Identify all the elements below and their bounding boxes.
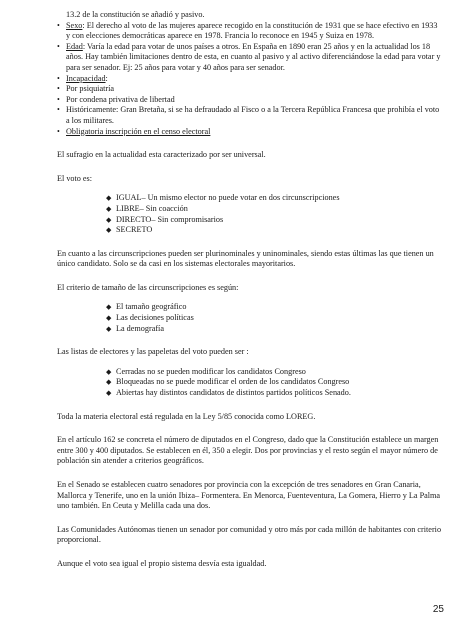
page-content [57,10,442,570]
list-item [106,313,442,324]
diamond-bullet-icon: ◆ [106,367,112,376]
list-item-continuation [57,10,442,21]
diamond-bullet-icon: ◆ [106,194,112,203]
list-item-text: : El derecho al voto de las mujeres aparece recogido en la constitución de 1931 que se hace efectivo en 1933 y con elecciones democráticas aparece en 1978. Francia lo reconoce en 1945 y Suiza en 1978. [66,20,438,41]
list-item [106,193,442,204]
list-item [106,388,442,399]
list-item-text: Bloqueadas no se puede modificar el orden de los candidatos Congreso [116,377,350,387]
list-item-text: : Varía la edad para votar de unos países a otros. En España en 1890 eran 25 años y en la actualidad los 18 años. Hay también limitaciones dentro de esta, en cuanto al pasivo y al activo diferenciándose la edad para votar y para ser senador. Ej: 25 años para votar y 40 años para ser senador. [66,41,441,72]
paragraph-comunidades: Las Comunidades Autónomas tienen un senador por comunidad y otro más por cada millón de habitantes con criterio proporcional. [57,524,442,545]
bullet-icon: • [57,105,60,115]
list-item [106,367,442,378]
top-bullet-list [57,10,442,137]
page-number: 25 [432,604,444,616]
list-item-text: Cerradas no se pueden modificar los candidatos Congreso [116,366,306,376]
diamond-bullet-icon: ◆ [106,389,112,398]
list-item-text: SECRETO [116,225,153,235]
list-item-text: Por psiquiatría [66,84,114,94]
bullet-icon: • [57,20,60,30]
paragraph-desvia: Aunque el voto sea igual el propio sistema desvía esta igualdad. [57,558,267,568]
list-item-text: Abiertas hay distintos candidatos de distintos partidos políticos Senado. [116,388,351,398]
list-item-label: Obligatoria inscripción en el censo electoral [66,126,211,136]
list-item-label: Incapacidad [66,73,106,83]
diamond-bullet-icon: ◆ [106,378,112,387]
list-item-text: El tamaño geográfico [116,302,187,312]
listas-list [57,367,442,399]
diamond-bullet-icon: ◆ [106,204,112,213]
bullet-icon: • [57,73,60,83]
list-item-sexo [57,21,442,42]
list-item-text: DIRECTO– Sin compromisarios [116,214,224,224]
paragraph-sufragio: El sufragio en la actualidad esta caracterizado por ser universal. [57,150,266,160]
bullet-icon: • [57,94,60,104]
paragraph-circunscripciones: En cuanto a las circunscripciones pueden ser plurinominales y uninominales, siendo estas últimas las que tienen un único candidato. Solo se da casi en los sistemas electorales mayoritarios. [57,248,434,269]
voto-list [57,193,442,235]
diamond-bullet-icon: ◆ [106,215,112,224]
diamond-bullet-icon: ◆ [106,226,112,235]
list-item-text: 13.2 de la constitución se añadió y pasivo. [66,10,205,19]
list-item [57,84,442,95]
list-item [106,225,442,236]
list-item [57,95,442,106]
list-item-censo [57,127,442,138]
diamond-bullet-icon: ◆ [106,324,112,333]
diamond-bullet-icon: ◆ [106,314,112,323]
paragraph-criterio: El criterio de tamaño de las circunscripciones es según: [57,282,239,292]
list-item-text: Por condena privativa de libertad [66,94,175,104]
list-item-text: : [105,73,108,83]
diamond-bullet-icon: ◆ [106,303,112,312]
criterio-list [57,302,442,334]
paragraph-senado: En el Senado se establecen cuatro senadores por provincia con la excepción de tres senadores en Gran Canaria, Mallorca y Tenerife, uno en la unión Ibiza– Formentera. En Menorca, Fuenteventura, La Gomera, Hierro y La Palma uno también. En Ceuta y Melilla cada una dos. [57,480,441,511]
list-item-edad [57,42,442,74]
list-item-label: Sexo [66,20,83,30]
paragraph-voto-es: El voto es: [57,173,93,183]
bullet-icon: • [57,41,60,51]
list-item-label: Edad [66,41,83,51]
paragraph-listas: Las listas de electores y las papeletas del voto pueden ser : [57,347,249,357]
list-item-text: Históricamente: Gran Bretaña, si se ha defraudado al Fisco o a la Tercera República Francesa que prohibía el voto a los militares. [66,105,440,125]
list-item-incapacidad [57,74,442,85]
list-item [106,324,442,335]
list-item-text: IGUAL– Un mismo elector no puede votar en dos circunscripciones [116,193,340,203]
paragraph-loreg: Toda la materia electoral está regulada en la Ley 5/85 conocida como LOREG. [57,411,316,421]
bullet-icon: • [57,126,60,136]
list-item [57,105,442,126]
list-item [106,377,442,388]
list-item [106,302,442,313]
paragraph-articulo-162: En el artículo 162 se concreta el número de diputados en el Congreso, dado que la Constitución establece un margen entre 300 y 400 diputados. Se establecen en él, 350 a elegir. Dos por provincias y el resto según el mayor número de población sin atender a criterios geográficos. [57,435,439,466]
list-item-text: LIBRE– Sin coacción [116,203,188,213]
list-item [106,204,442,215]
list-item-text: Las decisiones políticas [116,313,194,323]
list-item-text: La demografía [116,323,164,333]
bullet-icon: • [57,84,60,94]
list-item [106,215,442,226]
